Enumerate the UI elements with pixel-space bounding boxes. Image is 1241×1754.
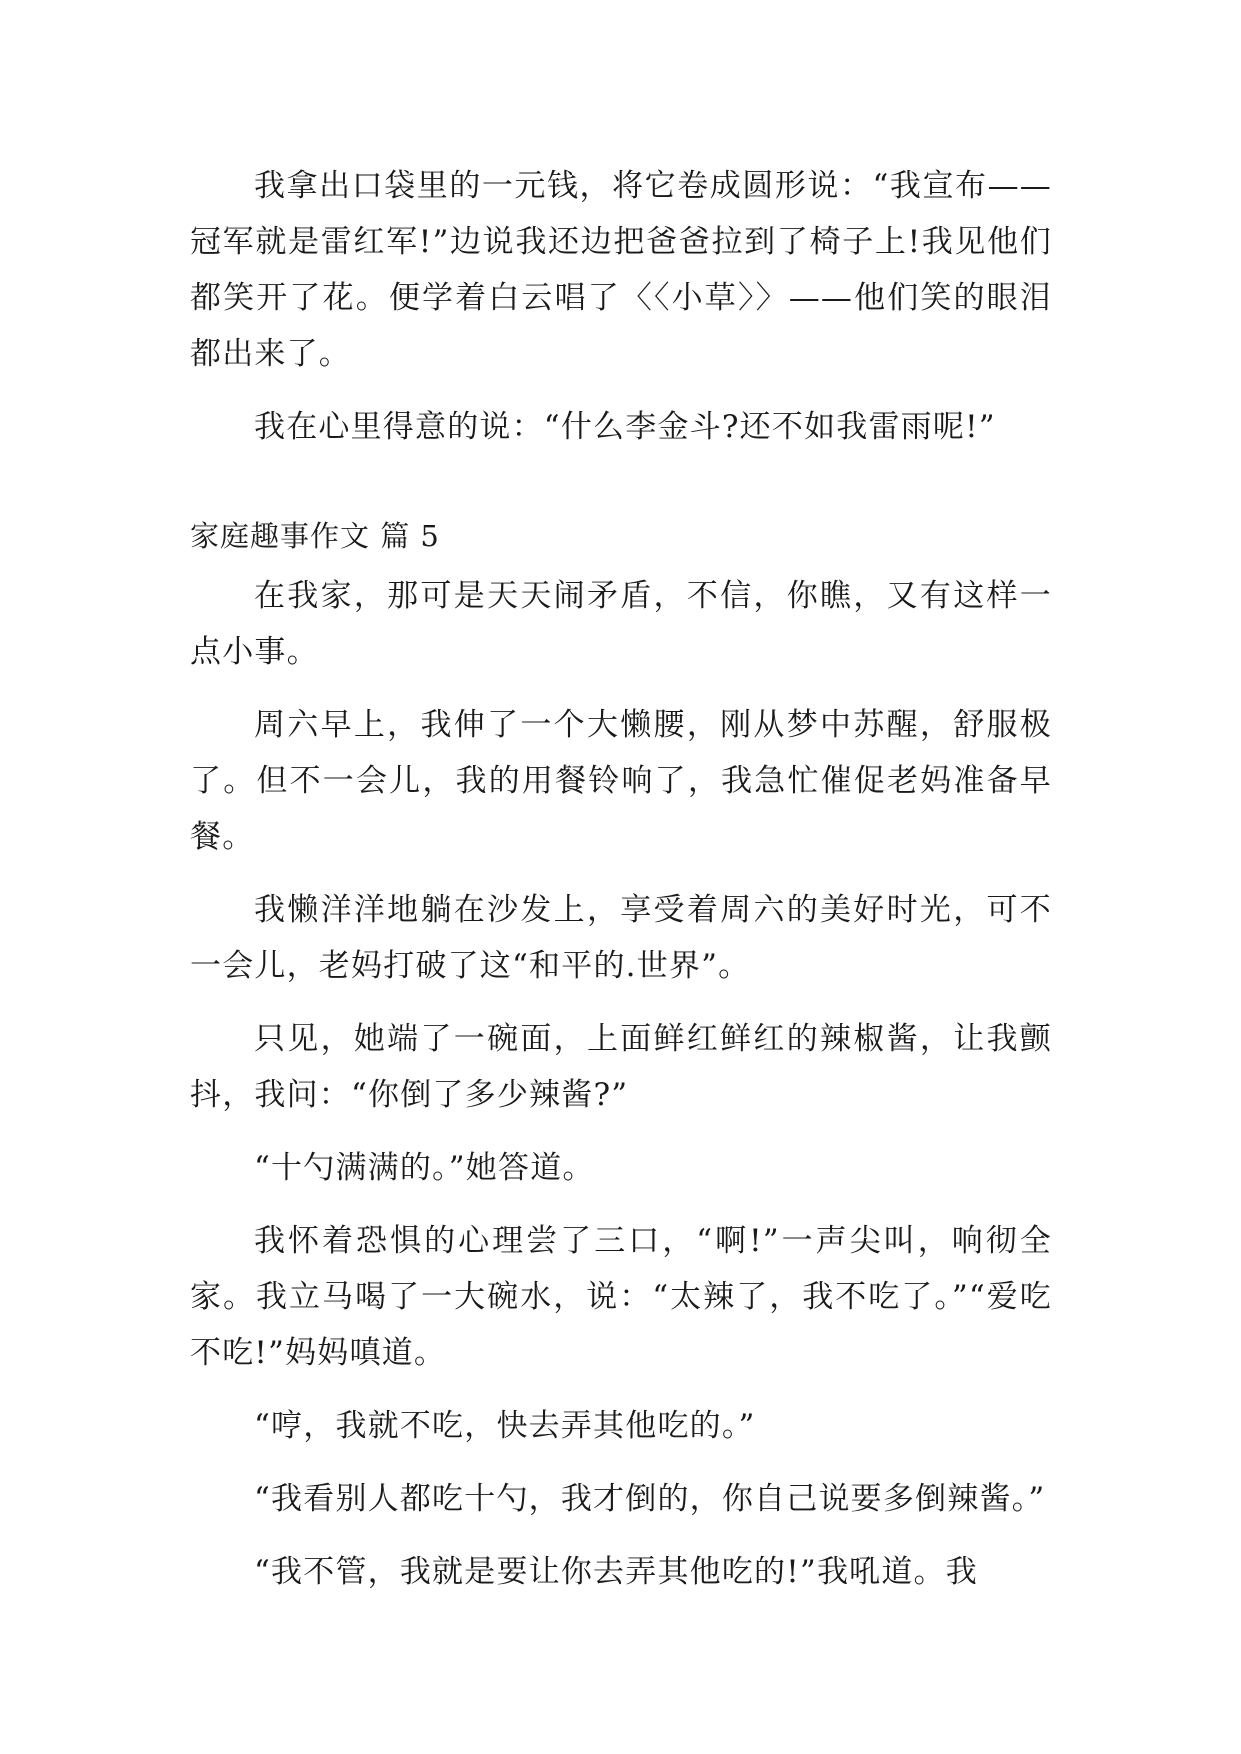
body-paragraph: 在我家，那可是天天闹矛盾，不信，你瞧，又有这样一点小事。 xyxy=(190,578,1052,670)
section-heading: 家庭趣事作文 篇 5 xyxy=(190,519,440,553)
body-paragraph: 周六早上，我伸了一个大懒腰，刚从梦中苏醒，舒服极了。但不一会儿，我的用餐铃响了，我急忙催促老妈准备早餐。 xyxy=(190,707,1052,855)
body-paragraph: “我看别人都吃十勺，我才倒的，你自己说要多倒辣酱。” xyxy=(254,1481,1046,1517)
body-paragraph: 只见，她端了一碗面，上面鲜红鲜红的辣椒酱，让我颤抖，我问：“你倒了多少辣酱?” xyxy=(190,1021,1052,1113)
body-paragraph: 我懒洋洋地躺在沙发上，享受着周六的美好时光，可不一会儿，老妈打破了这“和平的.世界”。 xyxy=(190,892,1052,984)
body-paragraph: 我怀着恐惧的心理尝了三口，“啊!”一声尖叫，响彻全家。我立马喝了一大碗水，说：“太辣了，我不吃了。”“爱吃不吃!”妈妈嗔道。 xyxy=(190,1223,1052,1371)
body-paragraph: “我不管，我就是要让你去弄其他吃的!”我吼道。我 xyxy=(254,1554,978,1590)
document-page xyxy=(190,158,1052,1617)
body-paragraph: “哼，我就不吃，快去弄其他吃的。” xyxy=(254,1408,756,1444)
body-paragraph: 我拿出口袋里的一元钱，将它卷成圆形说：“我宣布——冠军就是雷红军!”边说我还边把爸爸拉到了椅子上!我见他们都笑开了花。便学着白云唱了〈〈小草〉〉——他们笑的眼泪都出来了。 xyxy=(190,168,1052,372)
body-paragraph: “十勺满满的。”她答道。 xyxy=(254,1150,595,1186)
body-paragraph: 我在心里得意的说：“什么李金斗?还不如我雷雨呢!” xyxy=(254,409,996,445)
